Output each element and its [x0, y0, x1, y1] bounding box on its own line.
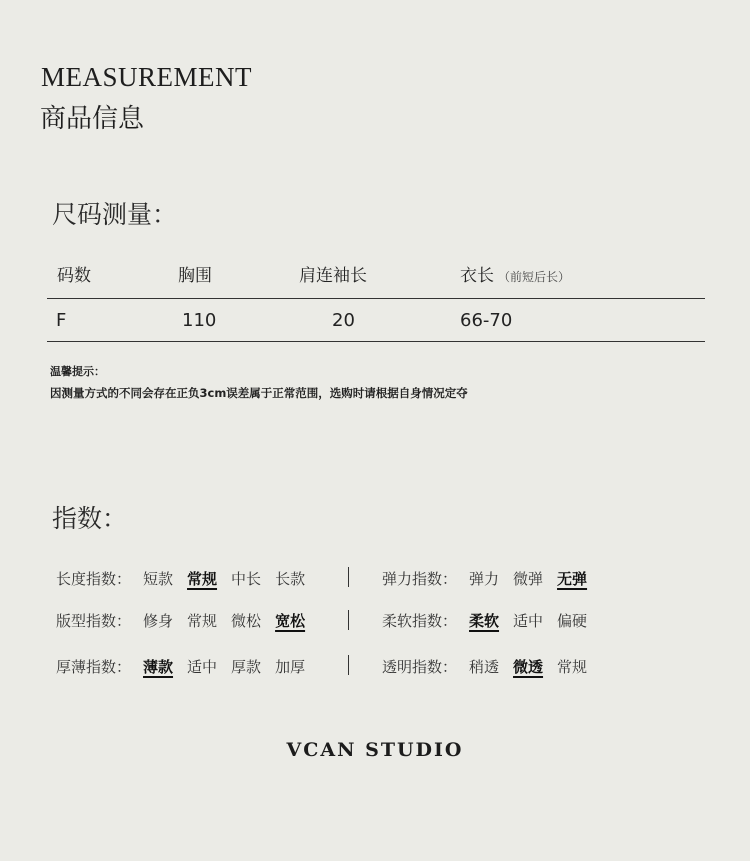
cell-length: 66-70	[460, 310, 513, 331]
index-label: 长度指数：	[56, 569, 132, 588]
index-row	[382, 608, 601, 632]
index-row	[382, 566, 601, 590]
index-row	[382, 654, 601, 678]
col-header-chest: 胸围	[178, 266, 212, 286]
index-option: 适中	[187, 657, 218, 676]
brand-logo: VCAN STUDIO	[286, 739, 464, 761]
index-option: 微松	[231, 611, 262, 630]
index-row	[56, 654, 319, 678]
table-rule-bottom	[47, 341, 705, 342]
index-label: 版型指数：	[56, 611, 132, 630]
index-option: 厚款	[231, 657, 262, 676]
index-option: 适中	[513, 611, 544, 630]
title-chinese: 商品信息	[40, 104, 145, 134]
cell-size: F	[56, 310, 67, 331]
col-header-sleeve: 肩连袖长	[299, 266, 367, 286]
index-option: 常规	[557, 657, 588, 676]
index-option-selected: 柔软	[469, 611, 500, 630]
index-label: 厚薄指数：	[56, 657, 132, 676]
index-option: 中长	[231, 569, 262, 588]
title-english: MEASUREMENT	[41, 62, 253, 92]
cell-sleeve: 20	[332, 310, 355, 331]
index-option: 偏硬	[557, 611, 588, 630]
index-option-selected: 宽松	[275, 611, 306, 630]
table-rule-top	[47, 298, 705, 299]
index-label: 柔软指数：	[382, 611, 458, 630]
index-option-selected: 微透	[513, 657, 544, 676]
col-header-length	[460, 261, 570, 286]
index-option-selected: 薄款	[143, 657, 174, 676]
index-option: 弹力	[469, 569, 500, 588]
divider-bar	[348, 567, 349, 587]
col-header-length-note: （前短后长）	[498, 270, 571, 284]
index-option: 常规	[187, 611, 218, 630]
col-header-length-label: 衣长	[460, 266, 494, 286]
index-row	[56, 566, 319, 590]
divider-bar	[348, 610, 349, 630]
col-header-size: 码数	[57, 266, 91, 286]
size-section-heading: 尺码测量：	[52, 200, 178, 229]
index-option: 短款	[143, 569, 174, 588]
index-option: 稍透	[469, 657, 500, 676]
cell-chest: 110	[182, 310, 217, 331]
index-option-selected: 常规	[187, 569, 218, 588]
tip-title: 温馨提示：	[50, 365, 105, 378]
index-label: 弹力指数：	[382, 569, 458, 588]
index-option: 微弹	[513, 569, 544, 588]
index-label: 透明指数：	[382, 657, 458, 676]
index-option-selected: 无弹	[557, 569, 588, 588]
index-option: 修身	[143, 611, 174, 630]
index-row	[56, 608, 319, 632]
tip-text: 因测量方式的不同会存在正负3cm误差属于正常范围，选购时请根据自身情况定夺	[50, 386, 468, 400]
index-option: 长款	[275, 569, 306, 588]
divider-bar	[348, 655, 349, 675]
index-option: 加厚	[275, 657, 306, 676]
index-section-heading: 指数：	[52, 504, 128, 533]
